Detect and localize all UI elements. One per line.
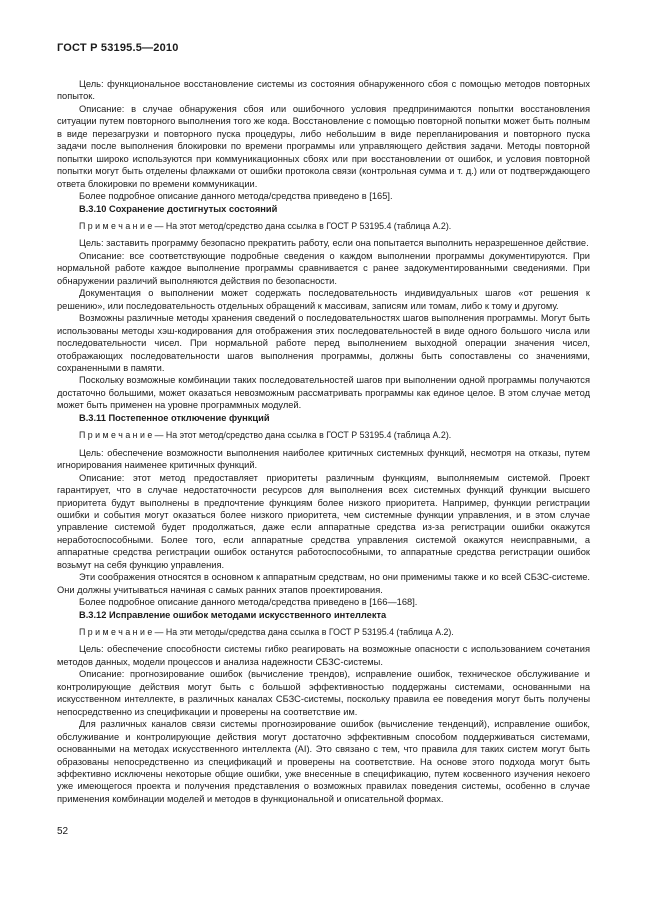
body-paragraph: Описание: этот метод предоставляет приоритеты различным функциям, выполняемым системой. Проект гарантирует, что в случае недостаточности ресурсов для выполнения всех системных функций функции высшего приоритета будут выполнены в предпочтение функциям более низкого приоритета. Например, функции регистрации ошибки и события могут оказаться более низкого приоритета, чем системные функции управления, и в этом случае управление системой будет продолжаться, даже если аппаратные средства из-за регистрации ошибки окажутся неработоспособными. Более того, если аппаратные средства управления системой окажутся неисправными, а аппаратные средства регистрации ошибок останутся работоспособными, то аппаратные средства регистрации ошибок возьмут на себя функцию управления. (57, 472, 590, 570)
body-paragraph: Цель: обеспечение возможности выполнения наиболее критичных системных функций, несмотря на отказы, путем игнорирования наименее критичных функций. (57, 447, 590, 471)
body-paragraph: Описание: прогнозирование ошибок (вычисление трендов), исправление ошибок, техническое обслуживание и контролирующие действия могут быть с большой эффективностью поддержаны системами, основанными на искусственном интеллекте, в различных каналах СБЗС-системы, поскольку правила ее поведения могут быть получены непосредственно из спецификации и проверены на соответствие им. (57, 669, 590, 717)
page-number: 52 (57, 826, 69, 837)
body-paragraph: Поскольку возможные комбинации таких последовательностей шагов при выполнении одной программы получаются достаточно большими, может оказаться невозможным рассматривать программы как единое целое. В этом случае метод может быть применен на уровне программных модулей. (57, 375, 590, 411)
body-paragraph: Более подробное описание данного метода/средства приведено в [166—168]. (79, 597, 418, 608)
body-paragraph: Описание: в случае обнаружения сбоя или ошибочного условия предпринимаются попытки восстановления ситуации путем повторного выполнения того же кода. Восстановление с помощью повторной попытки может быть полным в виде перезагрузки и повторного пуска процедуры, либо небольшим в виде перепланирования и повторного пуска задачи после выполнения блокировки по времени программы или управляющего действия задачи. Методы повторной попытки широко используются при коммуникационных сбоях или при восстановлении от ошибок, и условия повторной попытки могут быть отделены флажками от ошибки протокола связи (контрольная сумма и т. д.) или от подтверждающего ответа блокировки по времени коммуникации. (57, 103, 590, 189)
body-paragraph: Цель: обеспечение способности системы гибко реагировать на возможные опасности с использованием сочетания методов данных, модели процессов и анализа надежности СБЗС-системы. (57, 644, 590, 667)
body-paragraph: Возможны различные методы хранения сведений о последовательностях шагов выполнения программы. Могут быть использованы методы хэш-кодирования для отображения этих последовательностей в виде одного большого числа или последовательности чисел. При нормальной работе перед выполнением выходной операции значения чисел, отображающих последовательности шагов выполнения программы, должны быть сопоставлены со значениями, сохраненными в памяти. (57, 313, 590, 373)
note-paragraph: П р и м е ч а н и е — На эти методы/средства дана ссылка в ГОСТ Р 53195.4 (таблица А.2). (79, 627, 454, 638)
body-paragraph: Описание: все соответствующие подробные сведения о каждом выполнении программы документируются. При нормальной работе каждое выполнение программы сравнивается с ранее задокументированными сведениями. При обнаружении различий выполняются действия по безопасности. (57, 250, 590, 286)
body-paragraph: Цель: заставить программу безопасно прекратить работу, если она попытается выполнить неразрешенное действие. (79, 238, 589, 249)
body-paragraph: Для различных каналов связи системы прогнозирование ошибок (вычисление тенденций), исправление ошибок, обслуживание и контролирующие действия могут достаточно эффективным способом поддерживаться системами, основанными на методах искусственного интеллекта (AI). Это связано с тем, что правила для таких систем могут быть образованы непосредственно из спецификаций и проверены на соответствие. На основе этого подхода могут быть эффективно исключены некоторые общие ошибки, уже внесенные в спецификацию, путем косвенного изучения некоего уже имеющегося проекта и получения представления о возможных правилах поведения системы, особенно в случае применения комбинации моделей и методов в функциональной и описательной формах. (57, 719, 590, 804)
body-paragraph: Эти соображения относятся в основном к аппаратным средствам, но они применимы также и ко всей СБЗС-системе. Они должны учитываться начиная с самых ранних этапов проектирования. (57, 572, 590, 595)
note-paragraph: П р и м е ч а н и е — На этот метод/средство дана ссылка в ГОСТ Р 53195.4 (таблица А.2). (79, 220, 452, 231)
section-heading: В.3.12 Исправление ошибок методами искусственного интеллекта (79, 609, 387, 620)
document-body (57, 78, 590, 805)
section-heading: В.3.11 Постепенное отключение функций (79, 412, 270, 423)
body-paragraph: Более подробное описание данного метода/средства приведено в [165]. (79, 191, 393, 202)
body-paragraph: Документация о выполнении может содержать последовательность индивидуальных шагов «от решения к решению», или последовательность отдельных обращений к массивам, записям или томам, либо к тому и другому. (57, 288, 590, 311)
body-paragraph: Цель: функциональное восстановление системы из состояния обнаруженного сбоя с помощью методов повторных попыток. (57, 79, 590, 102)
section-heading: В.3.10 Сохранение достигнутых состояний (79, 203, 278, 214)
note-paragraph: П р и м е ч а н и е — На этот метод/средство дана ссылка в ГОСТ Р 53195.4 (таблица А.2). (79, 430, 452, 441)
document-title: ГОСТ Р 53195.5—2010 (57, 42, 179, 54)
